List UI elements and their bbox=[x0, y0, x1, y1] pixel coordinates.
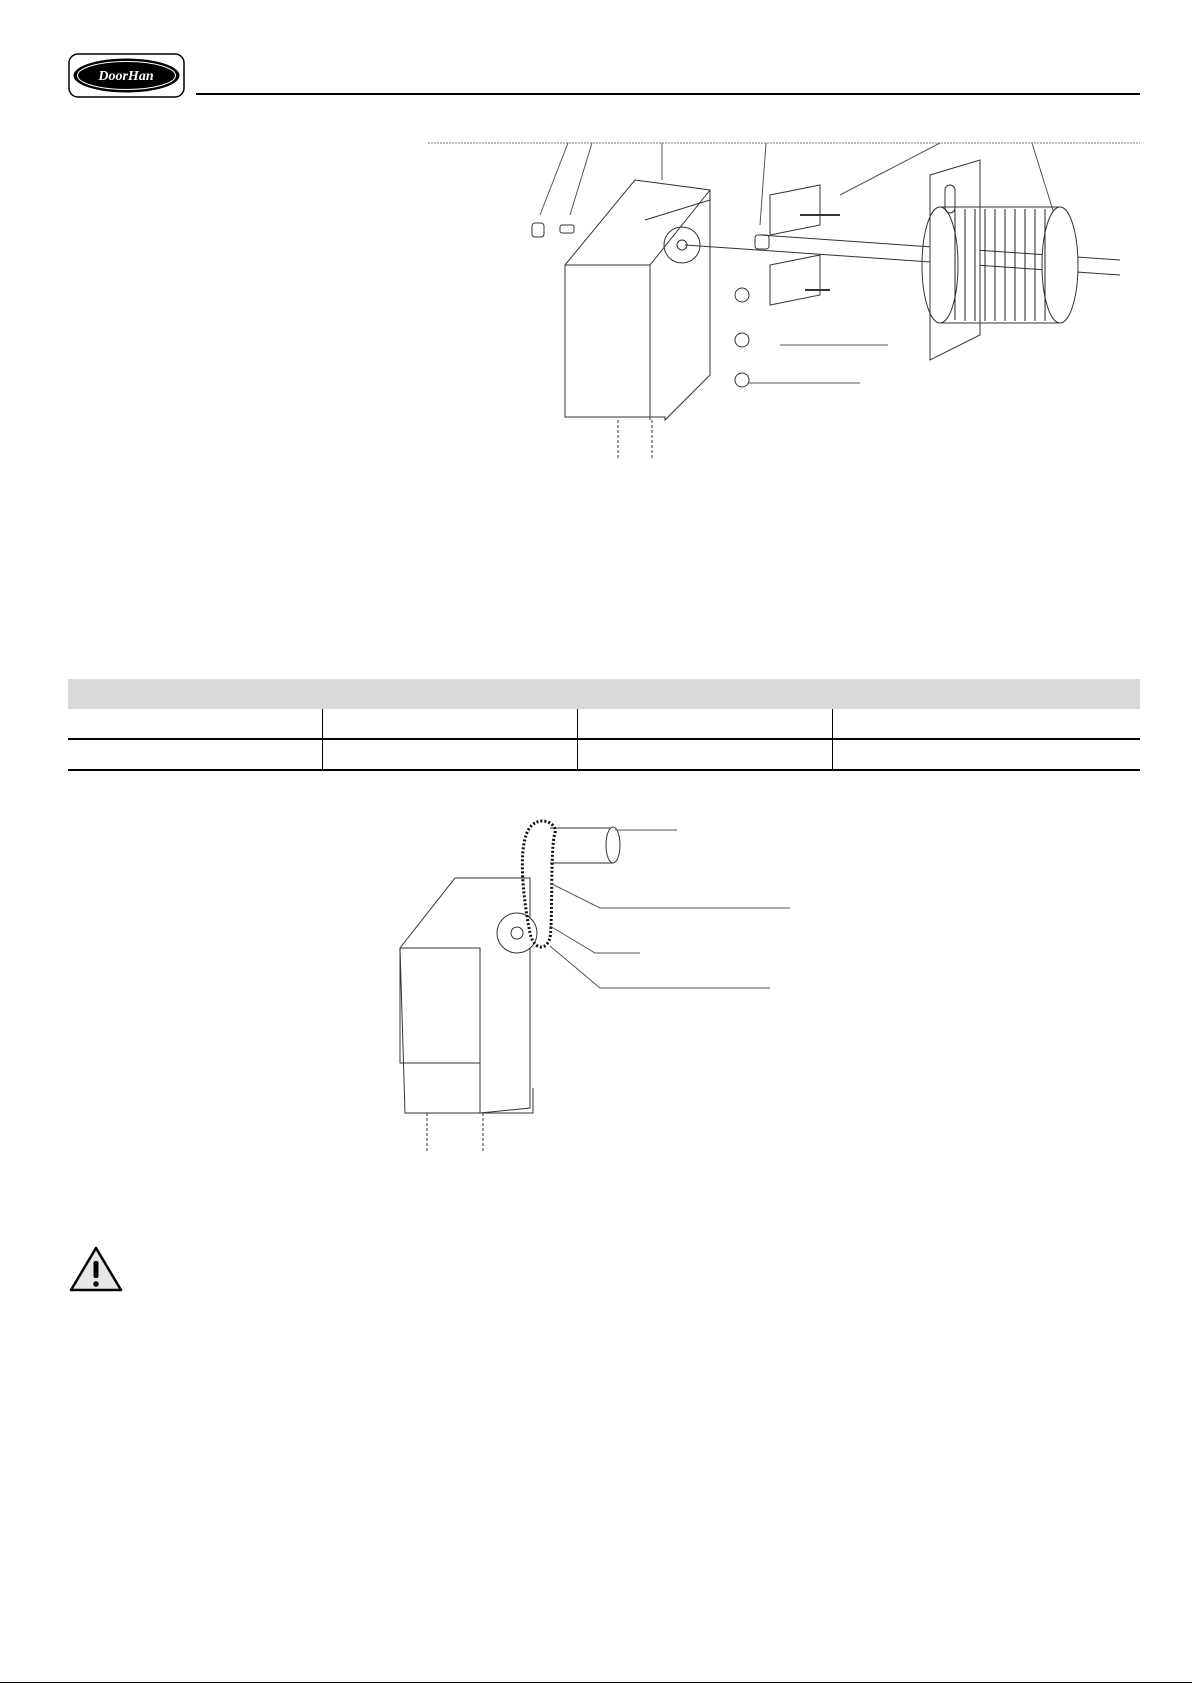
table-row bbox=[68, 709, 1140, 739]
table-cell bbox=[578, 739, 833, 770]
spec-table bbox=[68, 679, 1140, 771]
motor-assembly-exploded-diagram bbox=[420, 135, 1140, 470]
table-cell bbox=[833, 709, 1141, 739]
warning-triangle-icon bbox=[68, 1245, 124, 1293]
header-rule bbox=[196, 93, 1140, 95]
table-cell bbox=[323, 709, 578, 739]
table-row bbox=[68, 739, 1140, 770]
table-cell bbox=[68, 709, 323, 739]
spec-table-header-row bbox=[68, 679, 1140, 709]
table-cell bbox=[323, 739, 578, 770]
footer-rule bbox=[0, 1682, 1192, 1683]
table-cell bbox=[578, 709, 833, 739]
table-cell bbox=[68, 739, 323, 770]
motor-chain-drive-diagram bbox=[385, 808, 805, 1158]
spec-table-header bbox=[68, 679, 1140, 709]
logo-text: DoorHan bbox=[98, 69, 154, 84]
doorhan-logo bbox=[68, 53, 185, 98]
table-cell bbox=[833, 739, 1141, 770]
